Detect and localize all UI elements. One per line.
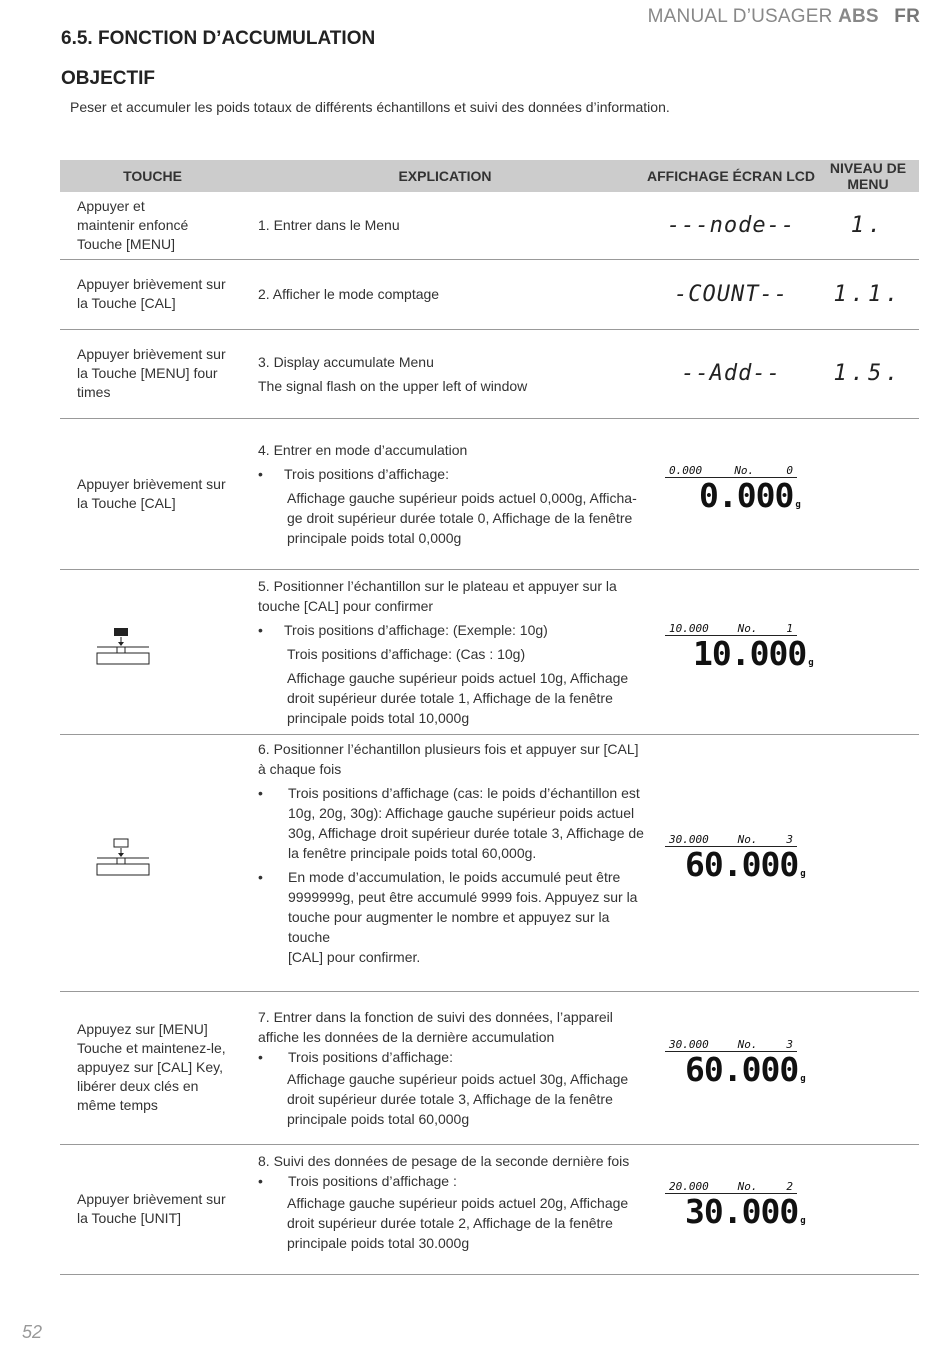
lcd-cell (645, 734, 817, 991)
lcd-display (665, 464, 800, 523)
detail-line: droit supérieur durée totale 3, Affichage de la fenêtre (287, 1090, 613, 1107)
bullet-item: • Trois positions d’affichage: (258, 1047, 645, 1067)
explanation-cell (245, 329, 645, 418)
lcd-count-label: No. (737, 622, 758, 635)
sample-on-scale-icon (93, 838, 153, 882)
menu-level-cell (817, 192, 919, 259)
bullet-line: la fenêtre principale poids total 60,000g. (288, 844, 537, 861)
lcd-count: 3 (786, 833, 793, 846)
intro-text: Peser et accumuler les poids totaux de différents échantillons et suivi des données d’information. (70, 99, 670, 115)
explanation-cell (245, 1144, 645, 1274)
lcd-total-weight: 0.000 (699, 476, 794, 515)
explanation-line: The signal flash on the upper left of window (258, 377, 528, 394)
key-line: libérer deux clés en (77, 1078, 199, 1094)
bullet-line: 10g, 20g, 30g): Affichage gauche supérieur poids actuel (288, 804, 635, 821)
key-line: Appuyer brièvement sur (77, 1191, 226, 1207)
model-name: ABS (838, 6, 879, 27)
table-row (60, 192, 919, 259)
detail-line: principale poids total 0,000g (287, 529, 462, 546)
lcd-count-label: No. (734, 464, 755, 477)
explanation-cell (245, 192, 645, 259)
bullet-item: • Trois positions d’affichage: (Exemple: 10g) (258, 620, 645, 640)
bullet-item (258, 783, 645, 863)
explanation-cell (245, 991, 645, 1144)
lcd-count: 3 (786, 1038, 793, 1051)
detail-line: principale poids total 60,000g (287, 1110, 470, 1127)
header-menu-level: NIVEAU DE MENU (817, 160, 919, 192)
manual-header (648, 6, 920, 28)
menu-level-cell (817, 259, 919, 329)
section-title: 6.5. FONCTION D’ACCUMULATION (61, 28, 376, 49)
explanation-line: 7. Entrer dans la fonction de suivi des données, l’appareil (258, 1008, 613, 1025)
lcd-main-line (665, 476, 800, 523)
explanation-line: 1. Entrer dans le Menu (258, 217, 400, 234)
lcd-cell (645, 991, 817, 1144)
key-line: Touche et maintenez-le, (77, 1040, 226, 1056)
bullet-line: 30g, Affichage droit supérieur durée totale 3, Affichage de (288, 824, 644, 841)
header-touche: TOUCHE (60, 160, 245, 192)
key-line: Appuyer brièvement sur (77, 475, 226, 492)
bullet-line: 9999999g, peut être accumulé 9999 fois. Appuyez sur la (288, 888, 638, 905)
key-line: Appuyer brièvement sur (77, 276, 226, 292)
explanation-line: affiche les données de la dernière accumulation (258, 1028, 555, 1045)
lcd-main-line (665, 1191, 805, 1239)
lcd-readout: -COUNT-- (674, 281, 788, 307)
lcd-display (665, 1038, 805, 1097)
explanation-cell (245, 734, 645, 991)
menu-level: 1.1. (833, 281, 903, 307)
lcd-cell (645, 329, 817, 418)
menu-level: 1.5. (833, 361, 903, 386)
lcd-unit: g (800, 1074, 805, 1084)
lcd-display (665, 622, 813, 681)
table-row (60, 329, 919, 418)
menu-level-cell (817, 329, 919, 418)
explanation-cell (245, 569, 645, 734)
key-line: Appuyer et (77, 197, 145, 214)
explanation-line: 2. Afficher le mode comptage (258, 286, 440, 302)
detail-line: ge droit supérieur durée totale 0, Affichage de la fenêtre (287, 509, 633, 526)
detail-line: Affichage gauche supérieur poids actuel 20g, Affichage (287, 1195, 629, 1211)
menu-level-cell (817, 418, 919, 569)
table-header-row (60, 160, 919, 192)
key-cell (60, 991, 245, 1144)
lcd-current-weight: 30.000 (669, 833, 709, 846)
key-cell (60, 418, 245, 569)
bullet-item: • Trois positions d’affichage : (258, 1171, 645, 1191)
lcd-total-weight: 30.000 (685, 1191, 799, 1231)
key-line: Touche [MENU] (77, 235, 176, 252)
lcd-main-line (665, 845, 805, 892)
detail-line: Trois positions d’affichage: (Cas : 10g) (287, 645, 526, 662)
header-explication: EXPLICATION (245, 160, 645, 192)
lcd-unit: g (800, 869, 805, 879)
lcd-unit: g (808, 658, 813, 668)
explanation-line: 3. Display accumulate Menu (258, 353, 434, 370)
bullet-line: [CAL] pour confirmer. (288, 948, 421, 965)
key-line: même temps (77, 1097, 158, 1113)
key-cell (60, 1144, 245, 1274)
menu-level-cell (817, 1144, 919, 1274)
lcd-display (665, 833, 805, 892)
page-number: 52 (22, 1322, 43, 1342)
lcd-count-label: No. (737, 1179, 758, 1193)
detail-line: Affichage gauche supérieur poids actuel 10g, Affichage (287, 669, 629, 686)
lcd-cell (645, 259, 817, 329)
lcd-count: 2 (786, 1179, 793, 1193)
table-row (60, 1144, 919, 1274)
key-line: la Touche [CAL] (77, 295, 176, 311)
bullet-item (258, 867, 645, 967)
explanation-line: 8. Suivi des données de pesage de la seconde dernière fois (258, 1153, 630, 1169)
detail-line: Affichage gauche supérieur poids actuel 0,000g, Afficha- (287, 489, 637, 506)
bullet-line: • Trois positions d’affichage (cas: le poids d’échantillon est (288, 784, 640, 801)
key-line: appuyez sur [CAL] Key, (77, 1059, 224, 1075)
key-cell (60, 329, 245, 418)
accumulation-table (60, 160, 919, 1275)
key-line: Appuyer brièvement sur (77, 346, 226, 362)
detail-line: principale poids total 30.000g (287, 1235, 470, 1251)
explanation-cell (245, 259, 645, 329)
menu-level-cell (817, 734, 919, 991)
detail-line: droit supérieur durée totale 1, Affichage de la fenêtre (287, 689, 613, 706)
explanation-line: 4. Entrer en mode d’accumulation (258, 441, 468, 458)
key-line: Appuyez sur [MENU] (77, 1021, 208, 1037)
key-line: la Touche [MENU] four (77, 365, 218, 381)
header-lcd: AFFICHAGE ÉCRAN LCD (645, 160, 817, 192)
bullet-line: touche pour augmenter le nombre et appuyez sur la touche (288, 908, 610, 945)
lcd-cell (645, 1144, 817, 1274)
detail-line: Affichage gauche supérieur poids actuel 30g, Affichage (287, 1070, 629, 1087)
table-row (60, 569, 919, 734)
lcd-count: 1 (786, 622, 793, 635)
key-line: la Touche [CAL] (77, 494, 176, 511)
lcd-cell (645, 192, 817, 259)
lcd-total-weight: 60.000 (685, 1050, 799, 1089)
key-line: times (77, 384, 111, 400)
key-cell (60, 259, 245, 329)
table-row (60, 418, 919, 569)
table-row (60, 991, 919, 1144)
lcd-total-weight: 10.000 (693, 634, 807, 673)
table-row (60, 259, 919, 329)
lcd-cell (645, 418, 817, 569)
key-cell (60, 192, 245, 259)
lcd-display (665, 1179, 805, 1239)
lcd-total-weight: 60.000 (685, 845, 799, 884)
key-cell (60, 569, 245, 734)
weight-on-scale-icon (93, 627, 153, 671)
explanation-line: à chaque fois (258, 760, 342, 777)
detail-line: droit supérieur durée totale 2, Affichage de la fenêtre (287, 1215, 613, 1231)
lcd-count-label: No. (737, 1038, 758, 1051)
lcd-current-weight: 30.000 (669, 1038, 709, 1051)
explanation-line: 5. Positionner l’échantillon sur le plateau et appuyer sur la (258, 577, 617, 594)
subtitle: OBJECTIF (61, 68, 155, 89)
lcd-count-label: No. (737, 833, 758, 846)
lcd-main-line (665, 1050, 805, 1097)
menu-level: 1. (850, 212, 886, 238)
lcd-readout: --Add-- (681, 361, 781, 386)
lcd-current-weight: 20.000 (669, 1179, 709, 1193)
bullet-line: • En mode d’accumulation, le poids accumulé peut être (288, 868, 621, 885)
lcd-unit: g (795, 500, 800, 510)
lcd-count: 0 (786, 464, 793, 477)
key-line: la Touche [UNIT] (77, 1210, 182, 1226)
bullet-item: • Trois positions d’affichage: (258, 464, 645, 484)
table-row (60, 734, 919, 991)
lcd-main-line (665, 634, 813, 681)
explanation-line: 6. Positionner l’échantillon plusieurs fois et appuyer sur [CAL] (258, 740, 639, 757)
explanation-line: touche [CAL] pour confirmer (258, 597, 434, 614)
language-code: FR (894, 6, 920, 27)
manual-title: MANUAL D’USAGER (647, 6, 833, 27)
lcd-readout: ---node-- (666, 212, 796, 238)
key-line: maintenir enfoncé (77, 216, 189, 233)
lcd-cell (645, 569, 817, 734)
menu-level-cell (817, 569, 919, 734)
lcd-current-weight: 0.000 (669, 464, 703, 477)
menu-level-cell (817, 991, 919, 1144)
lcd-current-weight: 10.000 (669, 622, 709, 635)
explanation-cell (245, 418, 645, 569)
key-cell (60, 734, 245, 991)
detail-line: principale poids total 10,000g (287, 709, 470, 726)
lcd-unit: g (800, 1215, 805, 1226)
